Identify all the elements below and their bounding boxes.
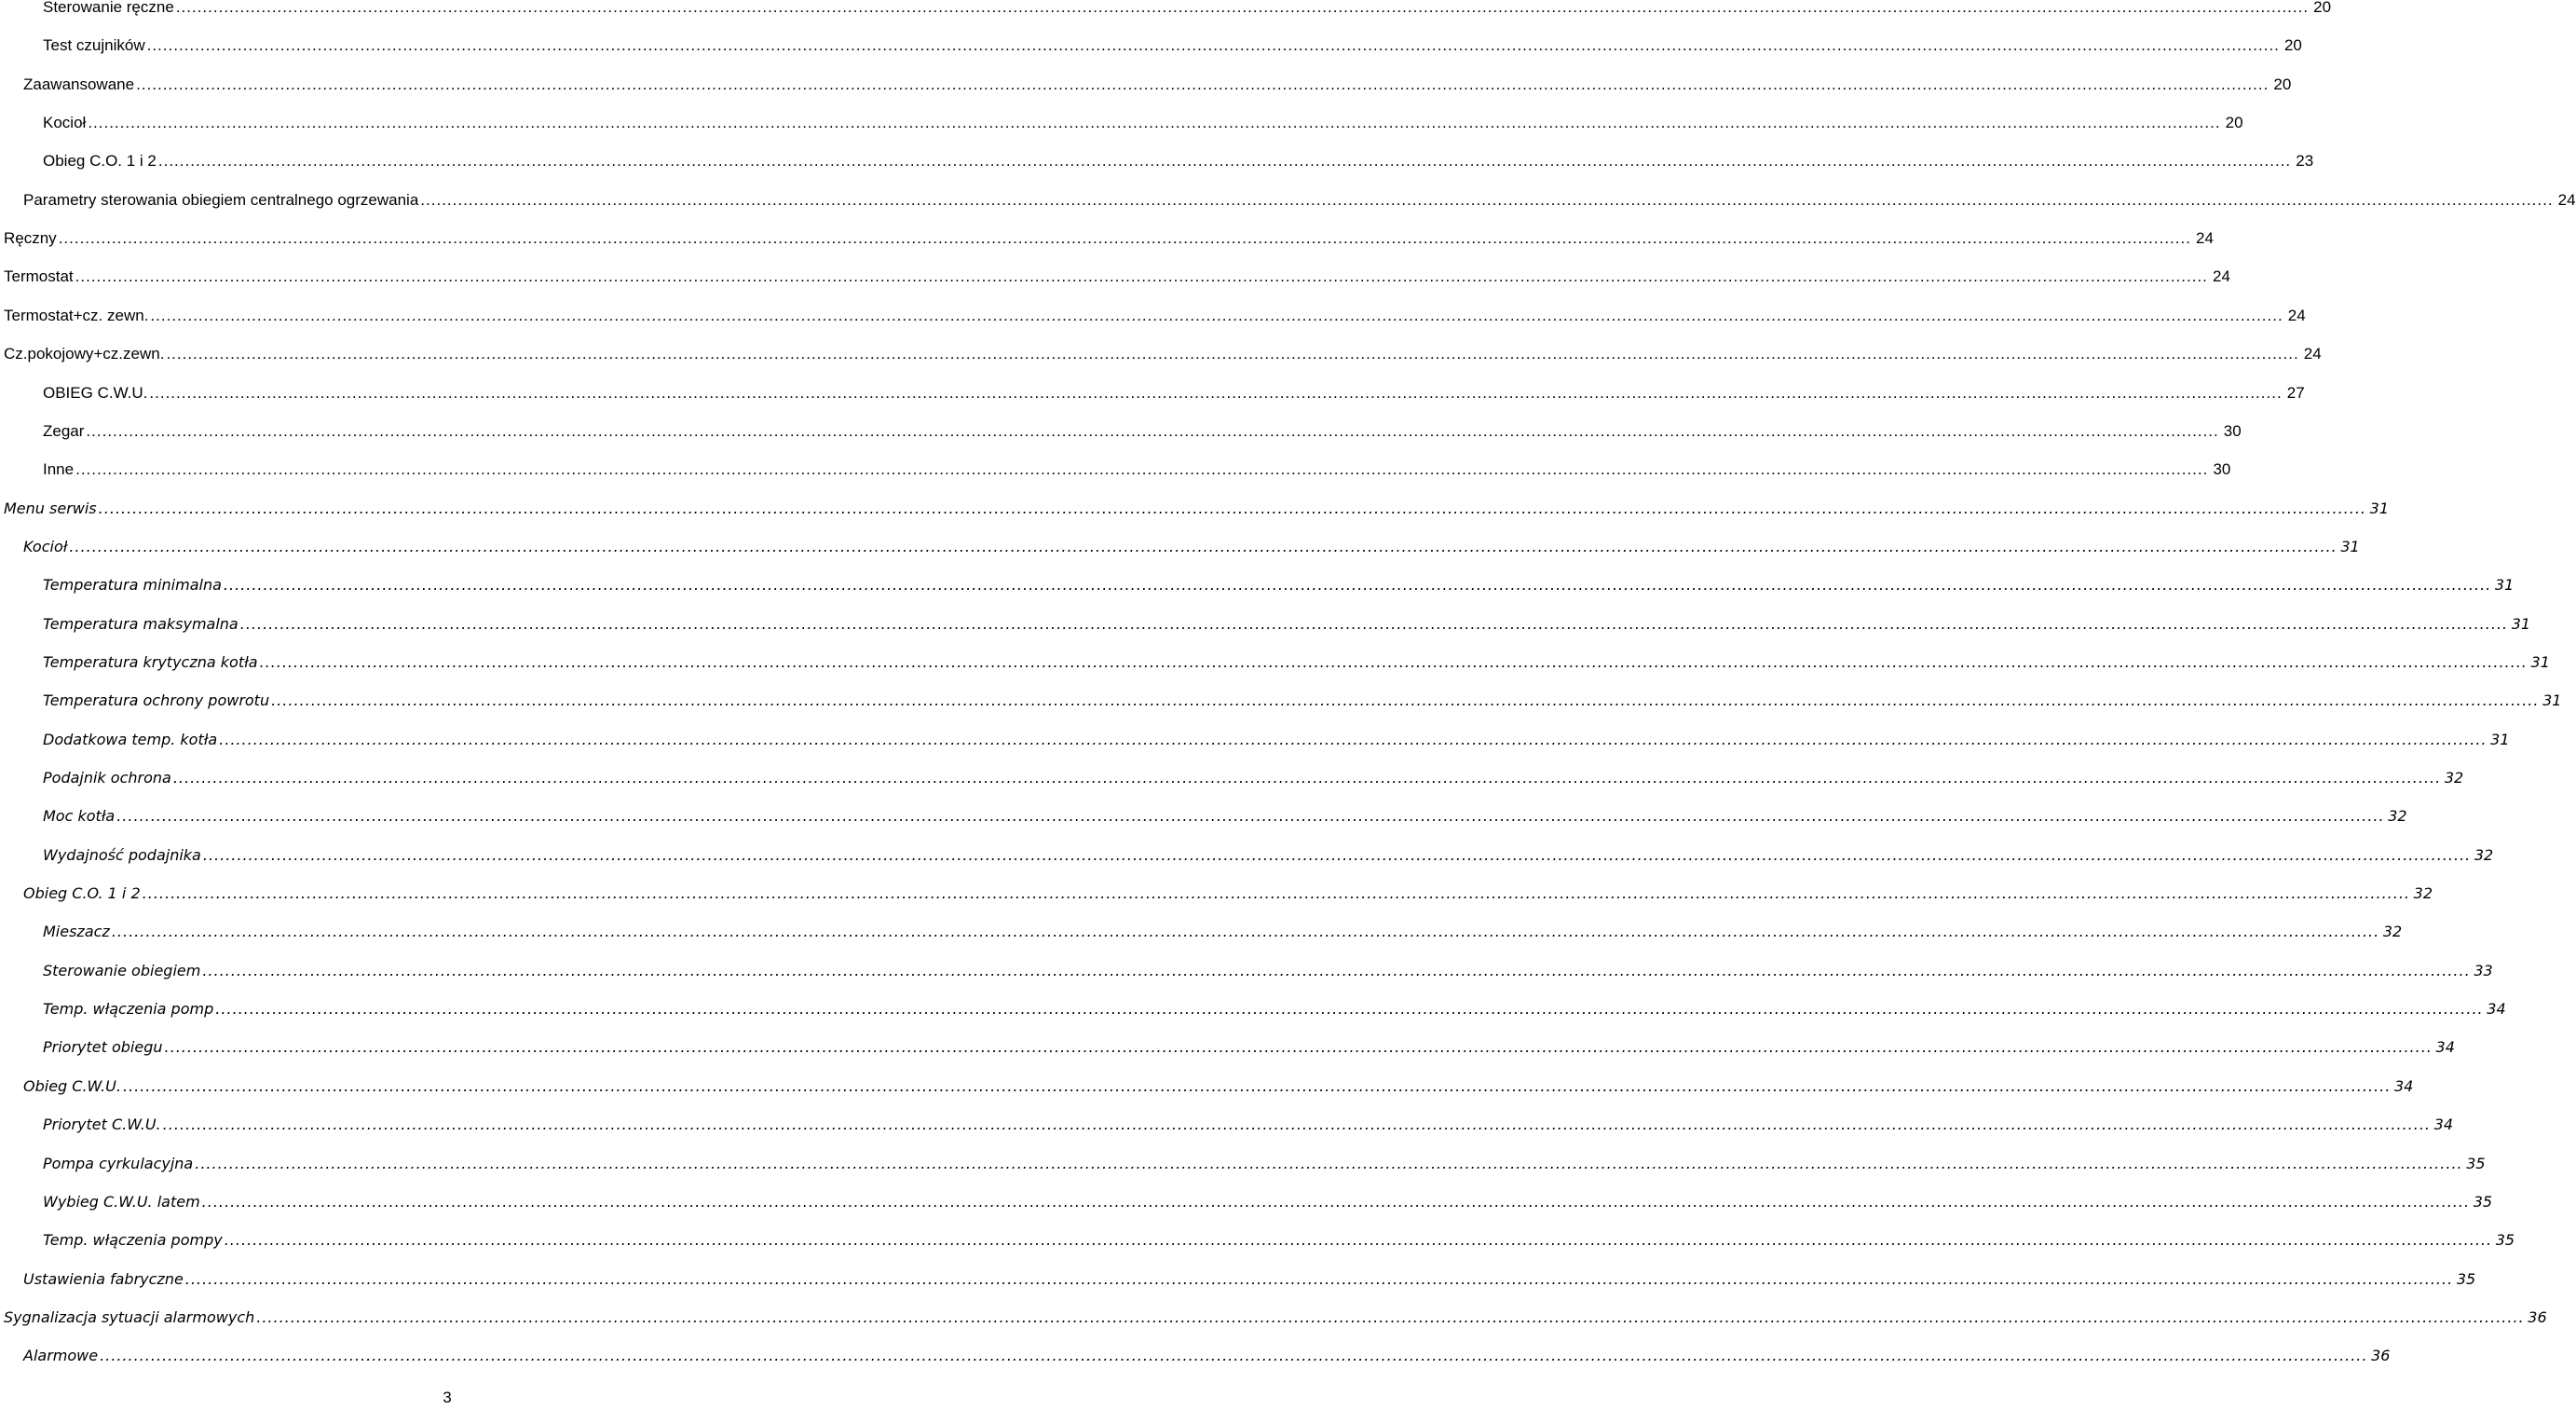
toc-entry-page: 34 [2433, 1116, 2454, 1134]
toc-entry-page: 35 [2466, 1154, 2486, 1172]
toc-entry-title: Temperatura maksymalna [43, 614, 239, 633]
toc-entry[interactable] [0, 342, 2322, 366]
toc-entry-title: Wybieg C.W.U. latem [43, 1192, 200, 1211]
toc-dot-leader: ................................................................................................................................................................................................................................................................................................................................................................................................................ [175, 0, 2310, 16]
toc-entry[interactable] [0, 111, 2243, 135]
toc-dot-leader: ................................................................................................................................................................................................................................................................................................................................................................................................................ [116, 807, 2385, 826]
toc-dot-leader: ................................................................................................................................................................................................................................................................................................................................................................................................................ [166, 345, 2299, 363]
toc-entry-page: 27 [2286, 383, 2305, 402]
page-number: 3 [443, 1389, 452, 1406]
toc-entry[interactable] [0, 1228, 2515, 1253]
toc-dot-leader: ................................................................................................................................................................................................................................................................................................................................................................................................................ [58, 229, 2191, 248]
toc-entry-title: Pompa cyrkulacyjna [43, 1154, 194, 1172]
toc-entry[interactable] [0, 226, 2214, 251]
toc-dot-leader: ................................................................................................................................................................................................................................................................................................................................................................................................................ [136, 75, 2269, 93]
toc-entry-page: 36 [2371, 1347, 2391, 1365]
toc-entry-page: 24 [2557, 190, 2576, 209]
toc-entry[interactable] [0, 419, 2242, 444]
toc-entry-title: Wydajność podajnika [43, 845, 201, 864]
toc-entry-title: Ustawienia fabryczne [23, 1269, 184, 1288]
toc-entry[interactable] [0, 728, 2510, 752]
toc-entry[interactable] [0, 1113, 2454, 1137]
toc-entry[interactable] [0, 381, 2305, 405]
toc-entry-page: 31 [2530, 652, 2550, 671]
toc-entry[interactable] [0, 149, 2314, 173]
toc-dot-leader: ................................................................................................................................................................................................................................................................................................................................................................................................................ [172, 769, 2442, 787]
toc-entry-page: 31 [2494, 576, 2515, 595]
toc-entry-title: Parametry sterowania obiegiem centralnego ogrzewania [23, 190, 419, 209]
toc-entry[interactable] [0, 804, 2407, 828]
toc-entry[interactable] [0, 1267, 2476, 1292]
toc-dot-leader: ................................................................................................................................................................................................................................................................................................................................................................................................................ [98, 499, 2367, 517]
toc-entry[interactable] [0, 1035, 2455, 1060]
toc-entry[interactable] [0, 458, 2231, 482]
toc-dot-leader: ................................................................................................................................................................................................................................................................................................................................................................................................................ [164, 1038, 2433, 1057]
toc-entry[interactable] [0, 1152, 2486, 1176]
toc-dot-leader: ................................................................................................................................................................................................................................................................................................................................................................................................................ [259, 652, 2528, 671]
toc-entry[interactable] [0, 959, 2493, 983]
toc-entry-title: Zegar [43, 421, 85, 440]
toc-entry-page: 31 [2490, 730, 2510, 748]
toc-dot-leader: ................................................................................................................................................................................................................................................................................................................................................................................................................ [219, 730, 2487, 748]
toc-entry-page: 35 [2473, 1192, 2493, 1211]
toc-entry-page: 32 [2413, 884, 2433, 903]
toc-entry-page: 31 [2369, 499, 2390, 517]
toc-entry-page: 20 [2273, 75, 2292, 93]
toc-entry[interactable] [0, 304, 2306, 328]
toc-entry-page: 36 [2528, 1307, 2547, 1326]
toc-dot-leader: ................................................................................................................................................................................................................................................................................................................................................................................................................ [122, 1076, 2392, 1095]
toc-entry-page: 34 [2393, 1076, 2414, 1095]
toc-entry-title: Termostat [4, 267, 74, 286]
toc-entry-title: Sterowanie obiegiem [43, 961, 201, 979]
toc-entry[interactable] [0, 188, 2576, 212]
toc-entry-page: 30 [2213, 460, 2231, 479]
toc-entry-title: Cz.pokojowy+cz.zewn. [4, 345, 165, 363]
toc-dot-leader: ................................................................................................................................................................................................................................................................................................................................................................................................................ [239, 614, 2509, 633]
toc-entry-title: Moc kotła [43, 807, 116, 826]
toc-entry-page: 30 [2223, 421, 2242, 440]
toc-entry[interactable] [0, 650, 2550, 675]
toc-entry-title: Temp. włączenia pomp [43, 1000, 214, 1019]
toc-entry-title: Termostat+cz. zewn. [4, 306, 149, 324]
toc-dot-leader: ................................................................................................................................................................................................................................................................................................................................................................................................................ [195, 1154, 2463, 1172]
toc-entry-title: Obieg C.W.U. [23, 1076, 121, 1095]
toc-entry[interactable] [0, 766, 2464, 790]
toc-dot-leader: ................................................................................................................................................................................................................................................................................................................................................................................................................ [201, 1192, 2471, 1211]
toc-entry[interactable] [0, 997, 2506, 1021]
toc-dot-leader: ................................................................................................................................................................................................................................................................................................................................................................................................................ [149, 383, 2283, 402]
toc-entry-title: Inne [43, 460, 75, 479]
toc-entry-page: 32 [2382, 923, 2403, 941]
toc-dot-leader: ................................................................................................................................................................................................................................................................................................................................................................................................................ [215, 1000, 2484, 1019]
toc-entry[interactable] [0, 265, 2230, 289]
toc-dot-leader: ................................................................................................................................................................................................................................................................................................................................................................................................................ [184, 1269, 2454, 1288]
toc-entry-title: OBIEG C.W.U. [43, 383, 148, 402]
toc-entry-page: 35 [2495, 1231, 2515, 1250]
toc-dot-leader: ................................................................................................................................................................................................................................................................................................................................................................................................................ [150, 306, 2283, 324]
toc-entry-title: Priorytet C.W.U. [43, 1116, 161, 1134]
toc-entry-title: Obieg C.O. 1 i 2 [23, 884, 141, 903]
toc-entry-page: 24 [2303, 345, 2322, 363]
toc-entry-page: 33 [2474, 961, 2493, 979]
toc-entry[interactable] [0, 843, 2494, 868]
toc-entry-title: Ręczny [4, 229, 57, 248]
toc-entry[interactable] [0, 689, 2562, 713]
toc-entry-page: 31 [2542, 691, 2562, 710]
toc-entry-page: 32 [2444, 769, 2464, 787]
toc-entry-page: 31 [2340, 537, 2360, 555]
toc-entry-page: 34 [2487, 1000, 2506, 1019]
toc-dot-leader: ................................................................................................................................................................................................................................................................................................................................................................................................................ [146, 36, 2280, 55]
toc-entry-page: 35 [2456, 1269, 2476, 1288]
toc-entry-page: 24 [2287, 306, 2306, 324]
toc-entry-title: Priorytet obiegu [43, 1038, 163, 1057]
toc-dot-leader: ................................................................................................................................................................................................................................................................................................................................................................................................................ [75, 460, 2209, 479]
toc-entry-title: Kocioł [23, 537, 68, 555]
toc-entry-title: Podajnik ochrona [43, 769, 171, 787]
toc-dot-leader: ................................................................................................................................................................................................................................................................................................................................................................................................................ [223, 576, 2492, 595]
toc-dot-leader: ................................................................................................................................................................................................................................................................................................................................................................................................................ [69, 537, 2337, 555]
toc-entry-title: Zaawansowane [23, 75, 135, 93]
toc-entry-page: 32 [2388, 807, 2407, 826]
toc-entry-title: Temperatura ochrony powrotu [43, 691, 270, 710]
toc-entry[interactable] [0, 920, 2403, 944]
toc-dot-leader: ................................................................................................................................................................................................................................................................................................................................................................................................................ [157, 152, 2292, 171]
toc-entry-title: Menu serwis [4, 499, 97, 517]
toc-entry-page: 23 [2296, 152, 2314, 171]
toc-entry[interactable] [0, 1190, 2493, 1214]
toc-dot-leader: ................................................................................................................................................................................................................................................................................................................................................................................................................ [202, 845, 2472, 864]
toc-entry[interactable] [0, 34, 2302, 58]
toc-dot-leader: ................................................................................................................................................................................................................................................................................................................................................................................................................ [271, 691, 2540, 710]
toc-dot-leader: ................................................................................................................................................................................................................................................................................................................................................................................................................ [75, 267, 2208, 286]
toc-entry-title: Test czujników [43, 36, 145, 55]
toc-dot-leader: ................................................................................................................................................................................................................................................................................................................................................................................................................ [142, 884, 2411, 903]
toc-entry-page: 24 [2212, 267, 2230, 286]
toc-entry-title: Temperatura minimalna [43, 576, 222, 595]
toc-dot-leader: ................................................................................................................................................................................................................................................................................................................................................................................................................ [202, 961, 2471, 979]
toc-entry[interactable] [0, 0, 2332, 20]
toc-entry[interactable] [0, 73, 2292, 97]
toc-dot-leader: ................................................................................................................................................................................................................................................................................................................................................................................................................ [100, 1347, 2368, 1365]
toc-entry-title: Sygnalizacja sytuacji alarmowych [4, 1307, 255, 1326]
toc-entry-page: 24 [2196, 229, 2214, 248]
toc-dot-leader: ................................................................................................................................................................................................................................................................................................................................................................................................................ [224, 1231, 2493, 1250]
toc-entry-title: Dodatkowa temp. kotła [43, 730, 218, 748]
toc-entry[interactable] [0, 497, 2390, 521]
toc-entry[interactable] [0, 1306, 2547, 1330]
toc-entry[interactable] [0, 1344, 2391, 1368]
toc-entry-title: Alarmowe [23, 1347, 99, 1365]
toc-entry-page: 20 [2283, 36, 2302, 55]
toc-entry[interactable] [0, 882, 2433, 906]
toc-dot-leader: ................................................................................................................................................................................................................................................................................................................................................................................................................ [256, 1307, 2525, 1326]
toc-dot-leader: ................................................................................................................................................................................................................................................................................................................................................................................................................ [86, 421, 2219, 440]
toc-entry-page: 20 [2313, 0, 2332, 16]
toc-entry[interactable] [0, 573, 2515, 597]
toc-entry-page: 34 [2435, 1038, 2455, 1057]
toc-entry-page: 20 [2225, 114, 2243, 132]
toc-dot-leader: ................................................................................................................................................................................................................................................................................................................................................................................................................ [88, 114, 2221, 132]
toc-entry-title: Obieg C.O. 1 i 2 [43, 152, 157, 171]
toc-entry-title: Temperatura krytyczna kotła [43, 652, 258, 671]
toc-entry[interactable] [0, 535, 2360, 559]
toc-entry-title: Sterowanie ręczne [43, 0, 174, 16]
toc-entry-page: 32 [2474, 845, 2494, 864]
toc-dot-leader: ................................................................................................................................................................................................................................................................................................................................................................................................................ [420, 190, 2554, 209]
toc-entry-title: Kocioł [43, 114, 87, 132]
toc-dot-leader: ................................................................................................................................................................................................................................................................................................................................................................................................................ [162, 1116, 2432, 1134]
toc-entry-title: Temp. włączenia pompy [43, 1231, 223, 1250]
toc-entry[interactable] [0, 1075, 2414, 1099]
toc-entry-page: 31 [2511, 614, 2531, 633]
toc-dot-leader: ................................................................................................................................................................................................................................................................................................................................................................................................................ [111, 923, 2380, 941]
toc-entry[interactable] [0, 612, 2531, 637]
toc-entry-title: Mieszacz [43, 923, 110, 941]
